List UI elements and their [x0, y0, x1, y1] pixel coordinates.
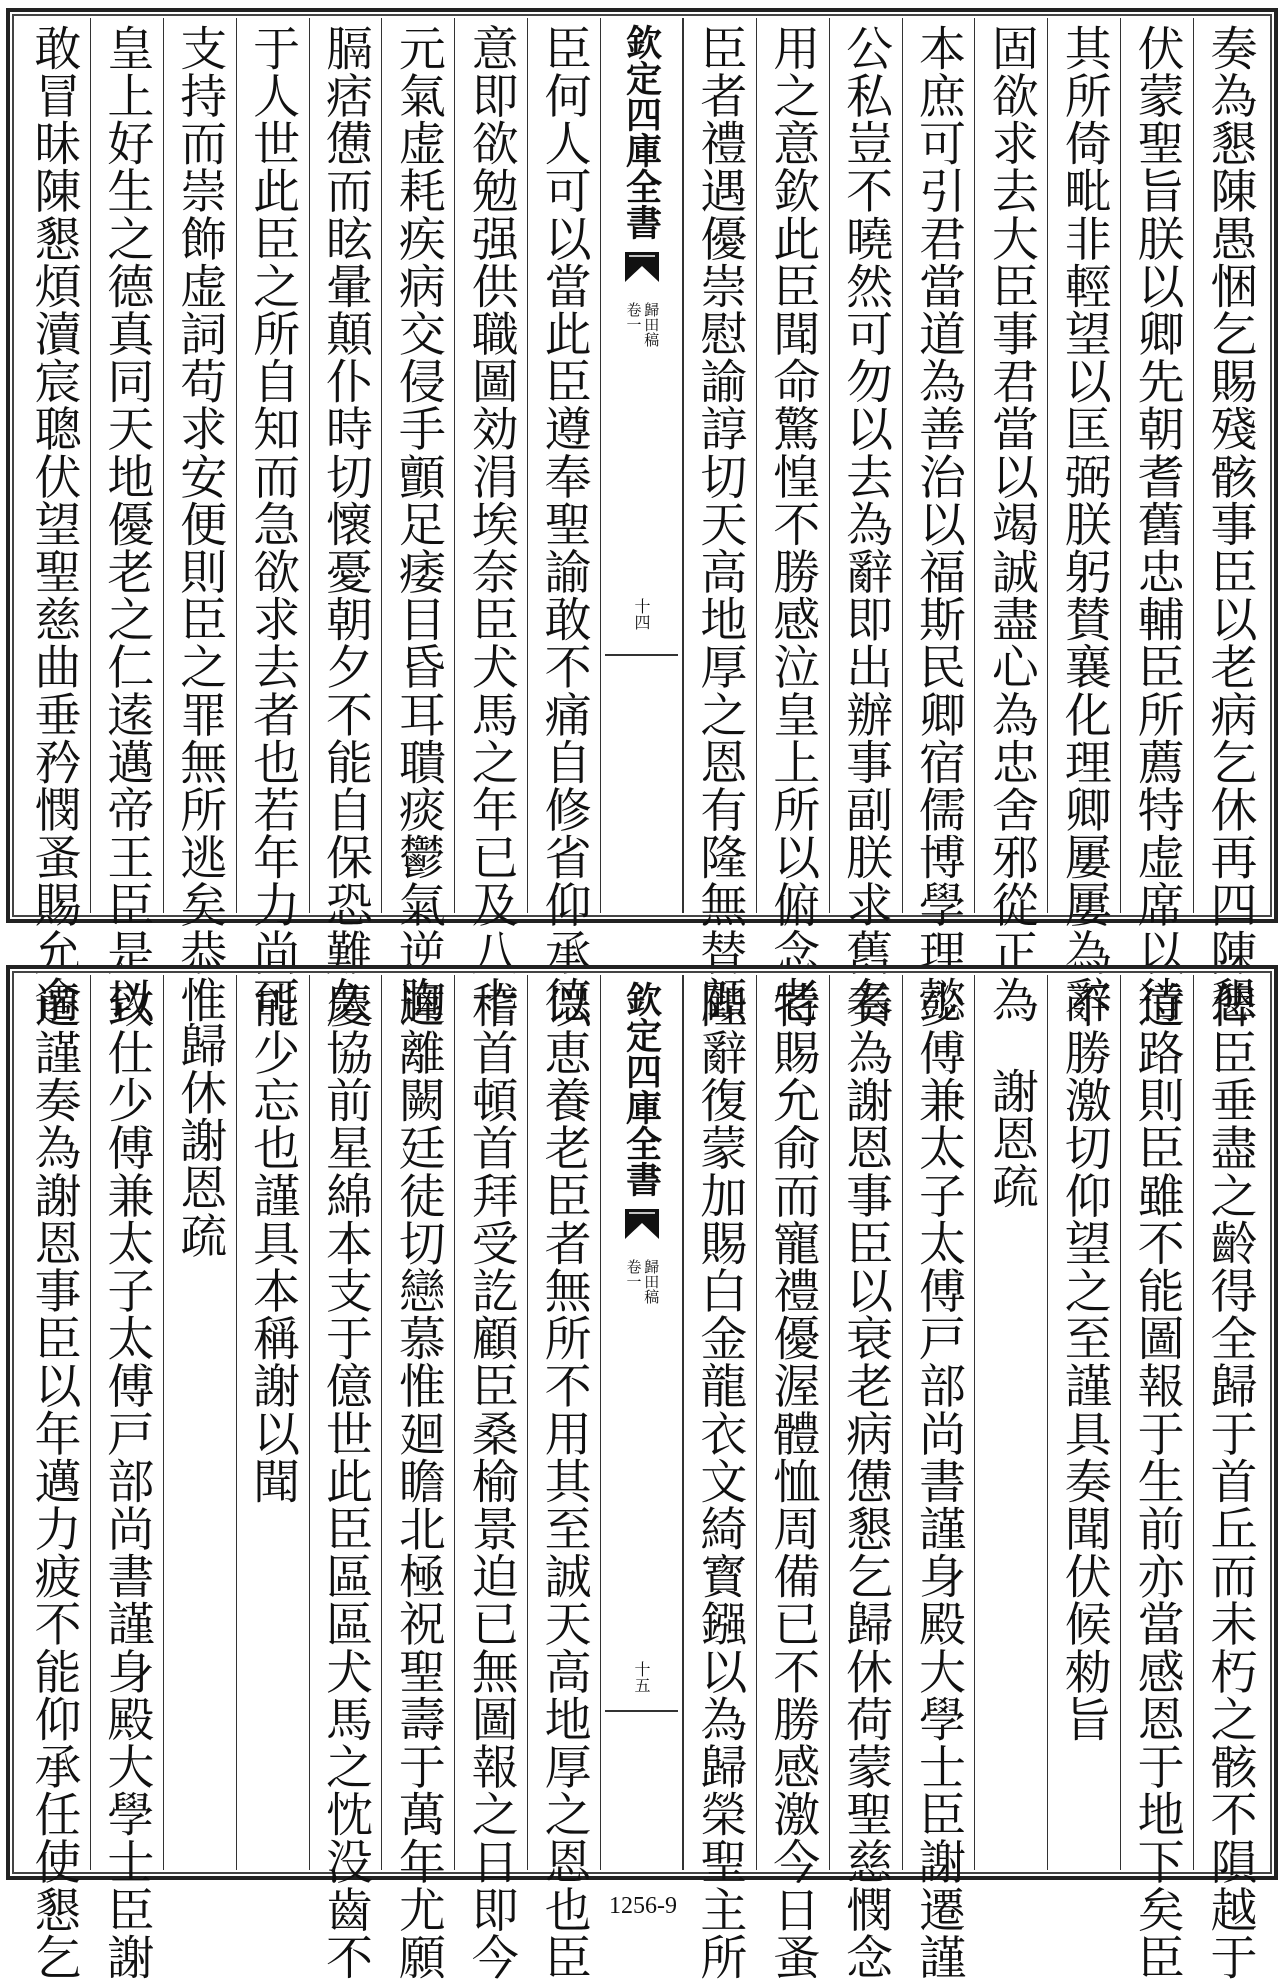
column-text: 少傅兼太子太傅戸部尚書謹身殿大學士臣謝遷謹	[910, 981, 966, 1981]
banner-page-number: 十四	[632, 598, 651, 630]
page-footer-number: 1256-9	[609, 1893, 677, 1919]
column-text: 于人世此臣之所自知而急欲求去者也若年力尚可	[245, 24, 301, 1024]
top-columns	[18, 18, 1266, 1024]
text-column	[454, 975, 527, 1981]
column-text: 特賜允俞而寵禮優渥體恤周備已不勝感激今日蚤	[765, 981, 821, 1981]
text-column	[1047, 18, 1120, 1024]
banner-book-info	[625, 302, 659, 347]
text-column	[683, 975, 756, 1981]
column-text: 陛辭復蒙加賜白金龍衣文綺寳鏹以為歸榮聖主所	[692, 981, 748, 1981]
banner-book-info	[625, 1259, 659, 1304]
column-text: 稽首頓首拜受訖顧臣桑榆景迫已無圖報之日即今	[463, 981, 519, 1981]
section-heading: 歸休謝恩疏	[172, 1021, 228, 1259]
banner-volume: 卷一	[624, 302, 643, 332]
text-column	[1193, 18, 1266, 1024]
column-text: 道路則臣雖不能圖報于生前亦當感恩于地下矣臣	[1129, 981, 1185, 1981]
text-column	[236, 975, 309, 1870]
column-text: 皇上好生之德真同天地優老之仁逺邁帝王臣是以	[99, 24, 155, 1024]
text-column	[381, 975, 454, 1981]
text-column	[90, 975, 163, 1981]
text-column	[1120, 975, 1193, 1981]
column-text: 膈痞憊而眩暈顛仆時切懷憂朝夕不能自保恐難久	[318, 24, 373, 1024]
text-column	[236, 18, 309, 1024]
text-column	[381, 18, 454, 1024]
section-heading: 謝恩疏	[983, 1067, 1039, 1210]
banner-title: 欽定四庫全書	[620, 24, 663, 240]
column-text: 本庶可引君當道為善治以福斯民卿宿儒博學理懿	[910, 24, 966, 1024]
fish-tail-mark-icon	[623, 1207, 661, 1241]
banner-book-title: 歸田稿	[642, 1259, 661, 1304]
column-text: 臣何人可以當此臣遵奉聖諭敢不痛自修省仰承德	[536, 24, 592, 1024]
text-column	[1047, 975, 1120, 1870]
text-column	[756, 18, 829, 1024]
text-column	[90, 18, 163, 1024]
column-text: 敢冒昧陳懇煩瀆宸聰伏望聖慈曲垂矜憫蚤賜允俞	[26, 24, 82, 1024]
column-text: 支持而崇飾虚詞苟求安便則臣之罪無所逃矣恭惟	[172, 24, 228, 1024]
banner-page-number: 十五	[632, 1661, 651, 1693]
banner-rule	[605, 1710, 678, 1712]
text-column	[829, 975, 902, 1981]
banner-book-title: 歸田稿	[642, 302, 661, 347]
text-column	[527, 975, 600, 1981]
banner-rule	[605, 654, 678, 656]
text-column	[18, 975, 90, 1981]
text-column	[309, 18, 382, 1024]
column-text: 以恵養老臣者無所不用其至誠天高地厚之恩也臣	[536, 981, 592, 1981]
text-column	[1193, 975, 1266, 1981]
text-column	[756, 975, 829, 1981]
banner-volume: 卷一	[624, 1259, 643, 1289]
text-column	[527, 18, 600, 1024]
center-banner	[600, 975, 683, 1870]
column-text: 俾臣垂盡之齡得全歸于首丘而未朽之骸不隕越于	[1202, 981, 1258, 1981]
column-text: 伏蒙聖旨朕以卿先朝耆舊忠輔臣所薦特虚席以待	[1129, 24, 1185, 1024]
column-text: 違離闕廷徒切戀慕惟廻瞻北極祝聖壽于萬年尤願	[390, 981, 446, 1981]
column-text: 公私豈不曉然可勿以去為辭即出辦事副朕求舊名	[838, 24, 894, 1024]
center-banner	[600, 18, 683, 913]
section-heading-column	[974, 975, 1047, 1870]
column-text: 不勝激切仰望之至謹具奏聞伏候勑旨	[1056, 981, 1112, 1743]
text-column	[974, 18, 1047, 1024]
banner-title: 欽定四庫全書	[620, 981, 663, 1197]
text-column	[683, 18, 756, 1024]
text-column	[18, 18, 90, 1024]
column-text: 其所倚毗非輕望以匡弼朕躬賛襄化理卿屢屢為辭	[1056, 24, 1112, 1024]
column-text: 用之意欽此臣聞命驚惶不勝感泣皇上所以俯念老	[765, 24, 821, 1024]
column-text: 元氣虚耗疾病交侵手顫足痿目昏耳聵痰鬱氣逆胸	[390, 24, 446, 1024]
text-column	[1120, 18, 1193, 1024]
text-column	[902, 975, 975, 1981]
text-column	[829, 18, 902, 1024]
text-column	[309, 975, 382, 1981]
column-text: 意即欲勉强供職圖効涓埃奈臣犬馬之年已及八十	[463, 24, 519, 1024]
top-page-frame	[6, 8, 1278, 1024]
column-text: 臣者禮遇優崇慰諭諄切天高地厚之恩有隆無替顧	[692, 24, 748, 1024]
text-column	[163, 18, 236, 1024]
column-text: 奏為懇陳愚悃乞賜殘骸事臣以老病乞休再四陳懇	[1202, 24, 1258, 1024]
column-text: 遷謹奏為謝恩事臣以年邁力疲不能仰承任使懇乞	[26, 981, 82, 1981]
section-heading-column	[163, 975, 236, 1870]
column-text: 固欲求去大臣事君當以竭誠盡心為忠舍邪從正為	[983, 24, 1039, 1024]
fish-tail-mark-icon	[623, 250, 661, 284]
text-column	[454, 18, 527, 1024]
column-text: 致仕少傅兼太子太傅戸部尚書謹身殿大學士臣謝	[99, 981, 155, 1981]
column-text: 奏為謝恩事臣以衰老病憊懇乞歸休荷蒙聖慈憫念	[838, 981, 894, 1981]
text-column	[902, 18, 975, 1024]
column-text: 能少忘也謹具本稱謝以聞	[245, 981, 301, 1505]
column-text: 慶協前星綿本支于億世此臣區區犬馬之忱没齒不	[318, 981, 373, 1981]
